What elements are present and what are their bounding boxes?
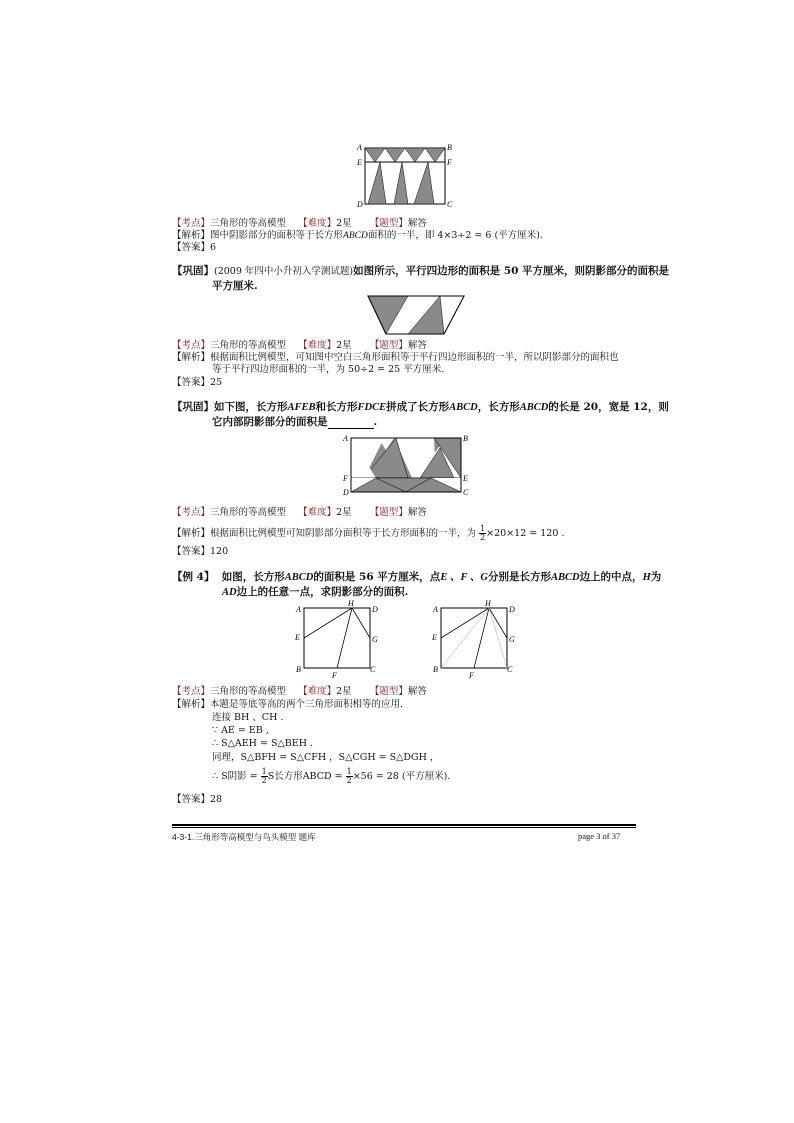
block1-jiexi-line (172, 230, 543, 242)
answer-value: 120 (210, 546, 229, 557)
fig4a-label-a: A (296, 605, 301, 614)
tag-jiexi: 【解析】 (172, 352, 211, 363)
jiexi-text: 根据面积比例模型可知阴影部分面积等于长方形面积的一半，为 (210, 528, 477, 539)
fig4b-label-e: E (432, 633, 437, 642)
q-part: 如图，长方形 (221, 571, 285, 583)
jiexi-text: 图中阴影部分的面积等于长方形 (210, 230, 344, 241)
fig1-label-b: B (447, 143, 452, 152)
q-part: 的面积是 56 平方厘米，点 (313, 571, 441, 583)
fig3-label-d: D (343, 488, 349, 497)
q-part: H (642, 572, 651, 583)
block2-answer-line (172, 377, 222, 389)
q-part: ABCD (550, 572, 580, 583)
block4-step5 (212, 768, 450, 786)
kaodian-value: 三角形的等高模型 (210, 218, 287, 229)
block4-answer-line (172, 794, 222, 806)
fig1-label-f: F (447, 158, 452, 167)
fraction-half (261, 768, 268, 785)
block4-kaodian-line (172, 686, 427, 698)
fig1-label-d: D (357, 200, 363, 209)
tag-jiexi: 【解析】 (172, 230, 211, 241)
figure-1-rectangle-triangles (350, 140, 460, 210)
fig3-label-f: F (343, 474, 348, 483)
block2-question-line1 (172, 264, 669, 279)
fig4a-label-e: E (295, 633, 300, 642)
q-part: 为 (650, 571, 662, 583)
answer-value: 6 (210, 242, 217, 253)
fraction-half (346, 768, 353, 785)
fig4b-label-f: F (469, 671, 474, 680)
fig4a-label-h: H (348, 599, 354, 608)
block4-question-line1 (172, 570, 661, 585)
jiexi-tail: ×20×12 = 120 . (486, 528, 565, 539)
footer-title: 4-3-1.三角形等高模型与鸟头模型 题库 (172, 832, 316, 842)
q-part: 边上的中点， (579, 571, 643, 583)
block2-jiexi-line1 (172, 352, 619, 364)
q-part: . (373, 416, 378, 428)
fig3-label-c: C (463, 488, 469, 497)
fig1-label-e: E (357, 158, 362, 167)
fig1-label-a: A (357, 143, 362, 152)
tixing-value: 解答 (407, 686, 427, 697)
frac-numerator: 1 (480, 524, 486, 533)
q-part: FDCE (357, 402, 387, 413)
q-part: ABCD (284, 572, 314, 583)
q-part: E 、F 、G (440, 572, 488, 583)
figure-3-rectangle-triangles (336, 432, 476, 500)
q-part: AFEB (287, 402, 316, 413)
tixing-value: 解答 (407, 218, 427, 229)
block3-question-line1 (172, 400, 669, 415)
tag-kaodian: 【考点】 (172, 507, 211, 518)
q-part: ，长方形 (477, 401, 520, 413)
fig4b-label-b: B (433, 665, 438, 674)
q-part: 拼成了长方形 (386, 401, 450, 413)
q-part: AD (222, 587, 237, 598)
block4-step1: 连接 BH 、CH . (212, 712, 284, 723)
q-part: 如下图，长方形 (214, 401, 288, 413)
tag-kaodian: 【考点】 (172, 340, 211, 351)
question-source: (2009 年四中小升初入学测试题) (214, 266, 354, 277)
formula-part: ×56 = 28 (平方厘米). (352, 771, 451, 782)
block1-answer-line (172, 242, 216, 254)
nandu-value: 2星 (336, 686, 352, 697)
formula-part: S长方形ABCD = (267, 771, 343, 782)
block2-question-line2 (212, 279, 258, 293)
block3-kaodian-line (172, 507, 427, 519)
tag-gonggu: 【巩固】 (172, 265, 214, 277)
fig3-label-e: E (463, 474, 468, 483)
jiexi-text: 本题是等底等高的两个三角形面积相等的应用. (210, 699, 404, 710)
fig4a-label-f: F (332, 671, 337, 680)
tag-jiexi: 【解析】 (172, 699, 211, 710)
figure-4b-rectangle-with-helper-lines (427, 598, 527, 680)
footer-rule (172, 824, 636, 826)
q-part: ABCD (519, 402, 549, 413)
block2-jiexi-line2 (212, 364, 444, 376)
block3-answer-line (172, 546, 228, 558)
jiexi-text-2: 等于平行四边形面积的一半，为 50÷2 = 25 平方厘米. (212, 364, 445, 375)
fig3-label-a: A (343, 434, 348, 443)
kaodian-value: 三角形的等高模型 (210, 340, 287, 351)
tag-daan: 【答案】 (172, 546, 211, 557)
fig4b-label-d: D (509, 605, 515, 614)
nandu-value: 2星 (336, 340, 352, 351)
q-part: ABCD (449, 402, 478, 413)
tag-tixing: 【题型】 (369, 340, 408, 351)
q-part: 和长方形 (315, 401, 358, 413)
block2-kaodian-line (172, 340, 427, 352)
tag-kaodian: 【考点】 (172, 686, 211, 697)
block4-step3: ∴ S△AEH = S△BEH . (212, 738, 314, 749)
jiexi-tail: 面积的一半，即 4×3÷2 = 6 (平方厘米). (367, 230, 543, 241)
tag-kaodian: 【考点】 (172, 218, 211, 229)
fig4b-label-a: A (433, 605, 438, 614)
block4-jiexi-line (172, 699, 403, 711)
block4-step4: 同理，S△BFH = S△CFH ，S△CGH = S△DGH ， (212, 752, 440, 763)
frac-denominator: 2 (261, 776, 267, 785)
tag-example: 【例 4】 (172, 571, 215, 583)
jiexi-text: 根据面积比例模型，可知图中空白三角形面积等于平行四边形面积的一半，所以阴影部分的面积也 (210, 352, 619, 363)
fig4b-label-h: H (485, 599, 491, 608)
tag-jiexi: 【解析】 (172, 528, 211, 539)
answer-value: 25 (210, 377, 223, 388)
tag-nandu: 【难度】 (298, 507, 337, 518)
figure-4a-rectangle (290, 598, 390, 680)
tixing-value: 解答 (407, 340, 427, 351)
frac-denominator: 2 (480, 533, 486, 542)
tag-nandu: 【难度】 (298, 340, 337, 351)
tag-daan: 【答案】 (172, 377, 211, 388)
tag-tixing: 【题型】 (369, 686, 408, 697)
fig3-label-b: B (463, 434, 468, 443)
q-part: 的长是 20，宽是 12，则 (548, 401, 669, 413)
figure-2-parallelogram (360, 294, 470, 338)
frac-numerator: 1 (346, 767, 352, 776)
fig4b-label-g: G (509, 635, 515, 644)
block4-step2: ∵ AE = EB , (212, 725, 269, 736)
block3-jiexi-line (172, 525, 564, 542)
nandu-value: 2星 (336, 507, 352, 518)
block3-question-line2 (212, 415, 377, 429)
tag-nandu: 【难度】 (298, 686, 337, 697)
fig4a-label-g: G (372, 635, 378, 644)
tag-daan: 【答案】 (172, 794, 211, 805)
question-text: 如图所示，平行四边形的面积是 50 平方厘米，则阴影部分的面积是 (353, 265, 670, 277)
q-part: 分别是长方形 (487, 571, 551, 583)
fig4a-label-b: B (296, 665, 301, 674)
tag-nandu: 【难度】 (298, 218, 337, 229)
fig4a-label-d: D (372, 605, 378, 614)
kaodian-value: 三角形的等高模型 (210, 507, 287, 518)
footer-rule-thin (172, 827, 636, 828)
q-part: 它内部阴影部分的面积是 (212, 416, 328, 428)
fig4b-label-c: C (507, 665, 513, 674)
tag-tixing: 【题型】 (369, 218, 408, 229)
formula-part: ∴ S阴影 = (212, 771, 258, 782)
tag-gonggu: 【巩固】 (172, 401, 214, 413)
fig4a-label-c: C (370, 665, 376, 674)
nandu-value: 2星 (336, 218, 352, 229)
tixing-value: 解答 (407, 507, 427, 518)
frac-numerator: 1 (261, 767, 267, 776)
answer-blank (328, 418, 374, 429)
question-text-2: 平方厘米. (212, 280, 258, 292)
answer-value: 28 (210, 794, 223, 805)
block1-kaodian-line (172, 218, 427, 230)
fig1-label-c: C (447, 200, 453, 209)
tag-tixing: 【题型】 (369, 507, 408, 518)
footer-page-number: page 3 of 37 (578, 831, 621, 841)
jiexi-italic: ABCD (343, 231, 368, 241)
q-part: 边上的任意一点，求阴影部分的面积. (236, 586, 409, 598)
tag-daan: 【答案】 (172, 242, 211, 253)
kaodian-value: 三角形的等高模型 (210, 686, 287, 697)
frac-denominator: 2 (346, 776, 352, 785)
